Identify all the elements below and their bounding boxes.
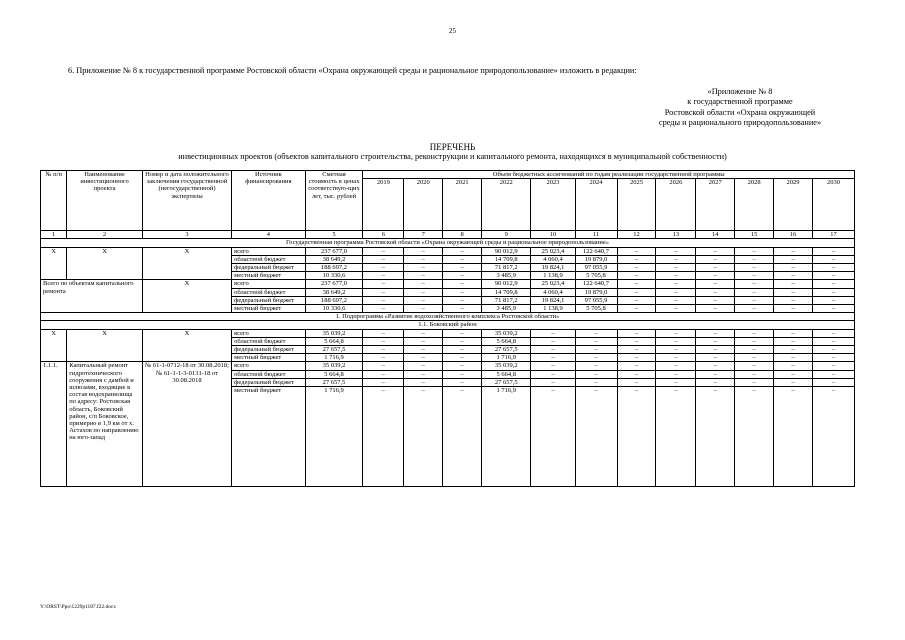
year-value-cell: –	[656, 370, 696, 378]
header-year: 2020	[404, 179, 443, 231]
cost-cell: 1 716,9	[305, 387, 363, 487]
expertise-cell: X	[142, 280, 231, 313]
year-value-cell: –	[617, 387, 656, 487]
funding-source-cell: федеральный бюджет	[232, 296, 306, 304]
year-value-cell: –	[531, 337, 575, 345]
year-value-cell: –	[617, 329, 656, 337]
block-capital-repair-total	[41, 280, 855, 313]
year-value-cell: –	[774, 296, 813, 304]
cost-cell: 188 697,2	[305, 264, 363, 272]
year-value-cell: –	[656, 288, 696, 296]
year-value-cell: –	[696, 264, 735, 272]
year-value-cell: 122 640,7	[575, 280, 617, 288]
year-value-cell: –	[696, 387, 735, 487]
cost-cell: 27 657,5	[305, 346, 363, 354]
funding-source-cell: местный бюджет	[232, 387, 306, 487]
year-value-cell: –	[774, 387, 813, 487]
year-value-cell: 19 879,0	[575, 255, 617, 263]
cost-cell: 38 649,2	[305, 255, 363, 263]
project-name-cell: X	[67, 247, 143, 280]
year-value-cell: –	[696, 362, 735, 370]
year-value-cell: –	[575, 378, 617, 386]
year-value-cell: 1 138,9	[531, 272, 575, 280]
year-value-cell: –	[812, 264, 854, 272]
year-value-cell: –	[617, 354, 656, 362]
funding-source-cell: местный бюджет	[232, 354, 306, 362]
year-value-cell: –	[735, 296, 774, 304]
year-value-cell: –	[443, 272, 482, 280]
section-district: 1.1. Боковский район	[41, 321, 855, 329]
year-value-cell: –	[617, 255, 656, 263]
year-value-cell: –	[656, 272, 696, 280]
year-value-cell: –	[812, 362, 854, 370]
header-year: 2026	[656, 179, 696, 231]
cost-cell: 5 664,8	[305, 337, 363, 345]
year-value-cell: –	[774, 337, 813, 345]
year-value-cell: 1 716,9	[482, 387, 531, 487]
year-value-cell: –	[363, 255, 404, 263]
year-value-cell: 5 664,8	[482, 337, 531, 345]
year-value-cell: –	[617, 280, 656, 288]
year-value-cell: –	[443, 255, 482, 263]
row-label-cell: Всего по объектам капитального ремонта	[41, 280, 143, 313]
year-value-cell: –	[363, 387, 404, 487]
year-value-cell: –	[774, 288, 813, 296]
year-value-cell: –	[774, 378, 813, 386]
year-value-cell: –	[575, 370, 617, 378]
year-value-cell: –	[774, 305, 813, 313]
appendix-line: к государственной программе	[687, 97, 793, 107]
year-value-cell: 27 657,5	[482, 378, 531, 386]
document-subtitle: инвестиционных проектов (объектов капитального строительства, реконструкции и капитального ремонта, находящихся в муниципальной собственности)	[178, 152, 727, 161]
section-program: Государственная программа Ростовской области «Охрана окружающей среды и рациональное природопользование»	[41, 239, 855, 247]
year-value-cell: –	[774, 354, 813, 362]
year-value-cell: –	[575, 354, 617, 362]
year-value-cell: –	[735, 305, 774, 313]
col-number: 3	[142, 231, 231, 239]
year-value-cell: –	[617, 288, 656, 296]
cost-cell: 10 330,6	[305, 305, 363, 313]
year-value-cell: –	[735, 354, 774, 362]
year-value-cell: 5 705,8	[575, 305, 617, 313]
year-value-cell: –	[363, 305, 404, 313]
year-value-cell: –	[404, 387, 443, 487]
num-cell: 1.1.1.	[41, 362, 67, 487]
year-value-cell: –	[812, 305, 854, 313]
year-value-cell: –	[774, 280, 813, 288]
year-value-cell: –	[443, 264, 482, 272]
year-value-cell: –	[404, 272, 443, 280]
year-value-cell: –	[812, 247, 854, 255]
col-number: 7	[404, 231, 443, 239]
year-value-cell: 90 012,9	[482, 247, 531, 255]
cost-cell: 188 697,2	[305, 296, 363, 304]
year-value-cell: –	[363, 370, 404, 378]
year-value-cell: –	[735, 387, 774, 487]
year-value-cell: –	[696, 354, 735, 362]
cost-cell: 35 039,2	[305, 329, 363, 337]
funding-source-cell: федеральный бюджет	[232, 378, 306, 386]
section-subprogram: 1. Подпрограмма «Развитие водохозяйственного комплекса Ростовской области»	[41, 313, 855, 321]
header-year: 2024	[575, 179, 617, 231]
year-value-cell: 1 716,9	[482, 354, 531, 362]
year-value-cell: 97 055,9	[575, 296, 617, 304]
col-number: 13	[656, 231, 696, 239]
year-value-cell: –	[774, 370, 813, 378]
year-value-cell: –	[735, 255, 774, 263]
year-value-cell: –	[696, 288, 735, 296]
table-row	[41, 280, 855, 288]
year-value-cell: 122 640,7	[575, 247, 617, 255]
year-value-cell: –	[656, 387, 696, 487]
year-value-cell: –	[656, 378, 696, 386]
year-value-cell: –	[575, 346, 617, 354]
header-years-group: Объем бюджетных ассигнований по годам реализации государственной программы	[363, 171, 855, 179]
year-value-cell: –	[696, 296, 735, 304]
year-value-cell: –	[812, 272, 854, 280]
year-value-cell: –	[812, 346, 854, 354]
header-year: 2019	[363, 179, 404, 231]
year-value-cell: –	[404, 280, 443, 288]
table-row	[41, 362, 855, 370]
appendix-line: среды и рационального природопользование»	[658, 118, 822, 128]
expertise-cell: № 61-1-0712-18 от 30.08.2018; № 61-1-1-3-0131-18 от 30.08.2018	[142, 362, 231, 487]
year-value-cell: –	[617, 296, 656, 304]
year-value-cell: –	[774, 329, 813, 337]
year-value-cell: –	[531, 354, 575, 362]
year-value-cell: –	[735, 337, 774, 345]
year-value-cell: –	[404, 354, 443, 362]
year-value-cell: –	[363, 296, 404, 304]
year-value-cell: –	[812, 354, 854, 362]
section-row	[41, 313, 855, 321]
year-value-cell: 1 138,9	[531, 305, 575, 313]
year-value-cell: –	[656, 346, 696, 354]
year-value-cell: 35 039,2	[482, 329, 531, 337]
year-value-cell: –	[531, 387, 575, 487]
year-value-cell: –	[443, 296, 482, 304]
year-value-cell: –	[531, 329, 575, 337]
year-value-cell: –	[363, 354, 404, 362]
year-value-cell: –	[363, 280, 404, 288]
project-name-cell: X	[67, 329, 143, 362]
year-value-cell: 71 817,2	[482, 296, 531, 304]
column-number-row	[41, 231, 855, 239]
year-value-cell: –	[443, 329, 482, 337]
year-value-cell: –	[656, 362, 696, 370]
expertise-cell: X	[142, 247, 231, 280]
year-value-cell: –	[656, 280, 696, 288]
year-value-cell: –	[696, 280, 735, 288]
year-value-cell: –	[531, 346, 575, 354]
year-value-cell: –	[696, 329, 735, 337]
year-value-cell: –	[617, 362, 656, 370]
year-value-cell: –	[656, 264, 696, 272]
year-value-cell: –	[774, 346, 813, 354]
block-project-1-1-1	[41, 362, 855, 487]
year-value-cell: 14 709,8	[482, 255, 531, 263]
year-value-cell: –	[404, 337, 443, 345]
year-value-cell: –	[812, 337, 854, 345]
cost-cell: 237 677,0	[305, 280, 363, 288]
year-value-cell: –	[735, 264, 774, 272]
year-value-cell: –	[443, 305, 482, 313]
funding-source-cell: федеральный бюджет	[232, 264, 306, 272]
year-value-cell: –	[443, 378, 482, 386]
col-number: 15	[735, 231, 774, 239]
year-value-cell: –	[735, 378, 774, 386]
col-number: 4	[232, 231, 306, 239]
year-value-cell: –	[735, 329, 774, 337]
section-row	[41, 239, 855, 247]
cost-cell: 1 716,9	[305, 354, 363, 362]
table-row	[41, 329, 855, 337]
year-value-cell: –	[696, 305, 735, 313]
year-value-cell: –	[696, 247, 735, 255]
year-value-cell: –	[443, 288, 482, 296]
year-value-cell: –	[443, 337, 482, 345]
year-value-cell: –	[443, 362, 482, 370]
cost-cell: 237 677,0	[305, 247, 363, 255]
year-value-cell: –	[363, 264, 404, 272]
year-value-cell: –	[812, 255, 854, 263]
year-value-cell: –	[696, 272, 735, 280]
header-expertise: Номер и дата положительного заключения государственной (негосударственной) экспертизы	[142, 171, 231, 231]
year-value-cell: 25 023,4	[531, 247, 575, 255]
year-value-cell: –	[575, 329, 617, 337]
year-value-cell: –	[774, 362, 813, 370]
year-value-cell: –	[656, 296, 696, 304]
cost-cell: 10 330,6	[305, 272, 363, 280]
col-number: 6	[363, 231, 404, 239]
year-value-cell: –	[696, 337, 735, 345]
year-value-cell: –	[735, 272, 774, 280]
year-value-cell: –	[363, 337, 404, 345]
year-value-cell: –	[617, 305, 656, 313]
cost-cell: 38 649,2	[305, 288, 363, 296]
year-value-cell: –	[443, 346, 482, 354]
year-value-cell: –	[774, 264, 813, 272]
year-value-cell: –	[443, 280, 482, 288]
year-value-cell: –	[617, 370, 656, 378]
year-value-cell: –	[363, 362, 404, 370]
year-value-cell: –	[812, 296, 854, 304]
header-num: № п/п	[41, 171, 67, 231]
year-value-cell: –	[404, 346, 443, 354]
year-value-cell: –	[404, 362, 443, 370]
funding-source-cell: всего	[232, 362, 306, 370]
file-path-footer: Y:\ORST\Ppo\1229p1187.f22.docx	[40, 604, 116, 610]
col-number: 10	[531, 231, 575, 239]
year-value-cell: 71 817,2	[482, 264, 531, 272]
year-value-cell: –	[696, 346, 735, 354]
year-value-cell: –	[617, 378, 656, 386]
year-value-cell: 90 012,9	[482, 280, 531, 288]
year-value-cell: –	[404, 370, 443, 378]
year-value-cell: 5 664,8	[482, 370, 531, 378]
col-number: 9	[482, 231, 531, 239]
project-name-cell: Капитальный ремонт гидротехнического сооружения с дамбой и шлюзами, входящие в состав водохранилища по адресу: Ростовская область, Боковский район, с/п Боковское, примерно в 1,9 км от х. Астахов по направлению на юго-запад	[67, 362, 143, 487]
year-value-cell: –	[363, 346, 404, 354]
block-program-total	[41, 247, 855, 280]
year-value-cell: –	[404, 264, 443, 272]
year-value-cell: 3 485,9	[482, 305, 531, 313]
table-row	[41, 247, 855, 255]
funding-source-cell: всего	[232, 280, 306, 288]
year-value-cell: 19 824,1	[531, 296, 575, 304]
year-value-cell: 4 060,4	[531, 288, 575, 296]
document-title: ПЕРЕЧЕНЬ	[429, 142, 476, 152]
year-value-cell: –	[531, 370, 575, 378]
year-value-cell: –	[617, 264, 656, 272]
col-number: 5	[305, 231, 363, 239]
cost-cell: 27 657,5	[305, 378, 363, 386]
year-value-cell: 14 709,8	[482, 288, 531, 296]
year-value-cell: –	[363, 272, 404, 280]
col-number: 8	[443, 231, 482, 239]
funding-source-cell: всего	[232, 247, 306, 255]
year-value-cell: –	[656, 305, 696, 313]
year-value-cell: –	[404, 288, 443, 296]
year-value-cell: –	[812, 378, 854, 386]
year-value-cell: –	[696, 378, 735, 386]
header-year: 2025	[617, 179, 656, 231]
year-value-cell: –	[812, 329, 854, 337]
year-value-cell: –	[696, 255, 735, 263]
year-value-cell: –	[812, 288, 854, 296]
year-value-cell: 19 824,1	[531, 264, 575, 272]
year-value-cell: –	[575, 337, 617, 345]
year-value-cell: –	[812, 370, 854, 378]
year-value-cell: –	[404, 296, 443, 304]
year-value-cell: –	[531, 378, 575, 386]
year-value-cell: –	[656, 255, 696, 263]
intro-paragraph: 6. Приложение № 8 к государственной программе Ростовской области «Охрана окружающей среды и рациональное природопользование» изложить в редакции:	[68, 66, 637, 75]
year-value-cell: –	[656, 329, 696, 337]
year-value-cell: 19 879,0	[575, 288, 617, 296]
year-value-cell: –	[656, 247, 696, 255]
appendix-line: «Приложение № 8	[707, 87, 773, 96]
year-value-cell: 4 060,4	[531, 255, 575, 263]
year-value-cell: –	[363, 329, 404, 337]
year-value-cell: 3 485,9	[482, 272, 531, 280]
year-value-cell: –	[443, 354, 482, 362]
col-number: 12	[617, 231, 656, 239]
header-cost: Сметная стоимость в ценах соответствую-щих лет, тыс. рублей	[305, 171, 363, 231]
header-name: Наименование инвестиционного проекта	[67, 171, 143, 231]
year-value-cell: –	[363, 247, 404, 255]
num-cell: X	[41, 329, 67, 362]
year-value-cell: –	[363, 378, 404, 386]
expertise-cell: X	[142, 329, 231, 362]
col-number: 17	[812, 231, 854, 239]
year-value-cell: –	[575, 362, 617, 370]
year-value-cell: –	[656, 337, 696, 345]
year-value-cell: –	[812, 280, 854, 288]
funding-source-cell: областной бюджет	[232, 370, 306, 378]
year-value-cell: –	[735, 280, 774, 288]
year-value-cell: –	[443, 387, 482, 487]
year-value-cell: –	[735, 370, 774, 378]
header-year: 2030	[812, 179, 854, 231]
year-value-cell: –	[696, 370, 735, 378]
year-value-cell: –	[443, 247, 482, 255]
year-value-cell: –	[575, 387, 617, 487]
year-value-cell: –	[774, 247, 813, 255]
col-number: 16	[774, 231, 813, 239]
year-value-cell: –	[735, 362, 774, 370]
section-row	[41, 321, 855, 329]
cost-cell: 35 039,2	[305, 362, 363, 370]
year-value-cell: –	[531, 362, 575, 370]
block-district-total	[41, 329, 855, 362]
year-value-cell: –	[617, 247, 656, 255]
year-value-cell: 35 039,2	[482, 362, 531, 370]
appendix-reference	[640, 87, 840, 129]
year-value-cell: –	[774, 255, 813, 263]
year-value-cell: –	[404, 255, 443, 263]
appendix-line: Ростовской области «Охрана окружающей	[664, 107, 816, 117]
header-year: 2027	[696, 179, 735, 231]
cost-cell: 5 664,8	[305, 370, 363, 378]
col-number: 1	[41, 231, 67, 239]
col-number: 11	[575, 231, 617, 239]
year-value-cell: 27 657,5	[482, 346, 531, 354]
investment-projects-table	[40, 170, 855, 487]
year-value-cell: 97 055,9	[575, 264, 617, 272]
header-year: 2021	[443, 179, 482, 231]
header-source: Источник финансирования	[232, 171, 306, 231]
funding-source-cell: областной бюджет	[232, 337, 306, 345]
funding-source-cell: всего	[232, 329, 306, 337]
year-value-cell: –	[404, 247, 443, 255]
year-value-cell: –	[735, 346, 774, 354]
year-value-cell: 5 705,8	[575, 272, 617, 280]
year-value-cell: –	[812, 387, 854, 487]
header-year: 2028	[735, 179, 774, 231]
year-value-cell: –	[774, 272, 813, 280]
header-year: 2023	[531, 179, 575, 231]
header-row	[41, 171, 855, 179]
header-year: 2029	[774, 179, 813, 231]
page-number: 25	[449, 27, 456, 35]
funding-source-cell: местный бюджет	[232, 272, 306, 280]
year-value-cell: –	[617, 272, 656, 280]
funding-source-cell: областной бюджет	[232, 255, 306, 263]
year-value-cell: –	[617, 346, 656, 354]
year-value-cell: –	[735, 288, 774, 296]
funding-source-cell: местный бюджет	[232, 305, 306, 313]
num-cell: X	[41, 247, 67, 280]
year-value-cell: –	[404, 329, 443, 337]
year-value-cell: 25 023,4	[531, 280, 575, 288]
year-value-cell: –	[617, 337, 656, 345]
year-value-cell: –	[443, 370, 482, 378]
funding-source-cell: федеральный бюджет	[232, 346, 306, 354]
year-value-cell: –	[656, 354, 696, 362]
col-number: 14	[696, 231, 735, 239]
year-value-cell: –	[404, 378, 443, 386]
funding-source-cell: областной бюджет	[232, 288, 306, 296]
year-value-cell: –	[735, 247, 774, 255]
year-value-cell: –	[363, 288, 404, 296]
year-value-cell: –	[404, 305, 443, 313]
col-number: 2	[67, 231, 143, 239]
header-year: 2022	[482, 179, 531, 231]
